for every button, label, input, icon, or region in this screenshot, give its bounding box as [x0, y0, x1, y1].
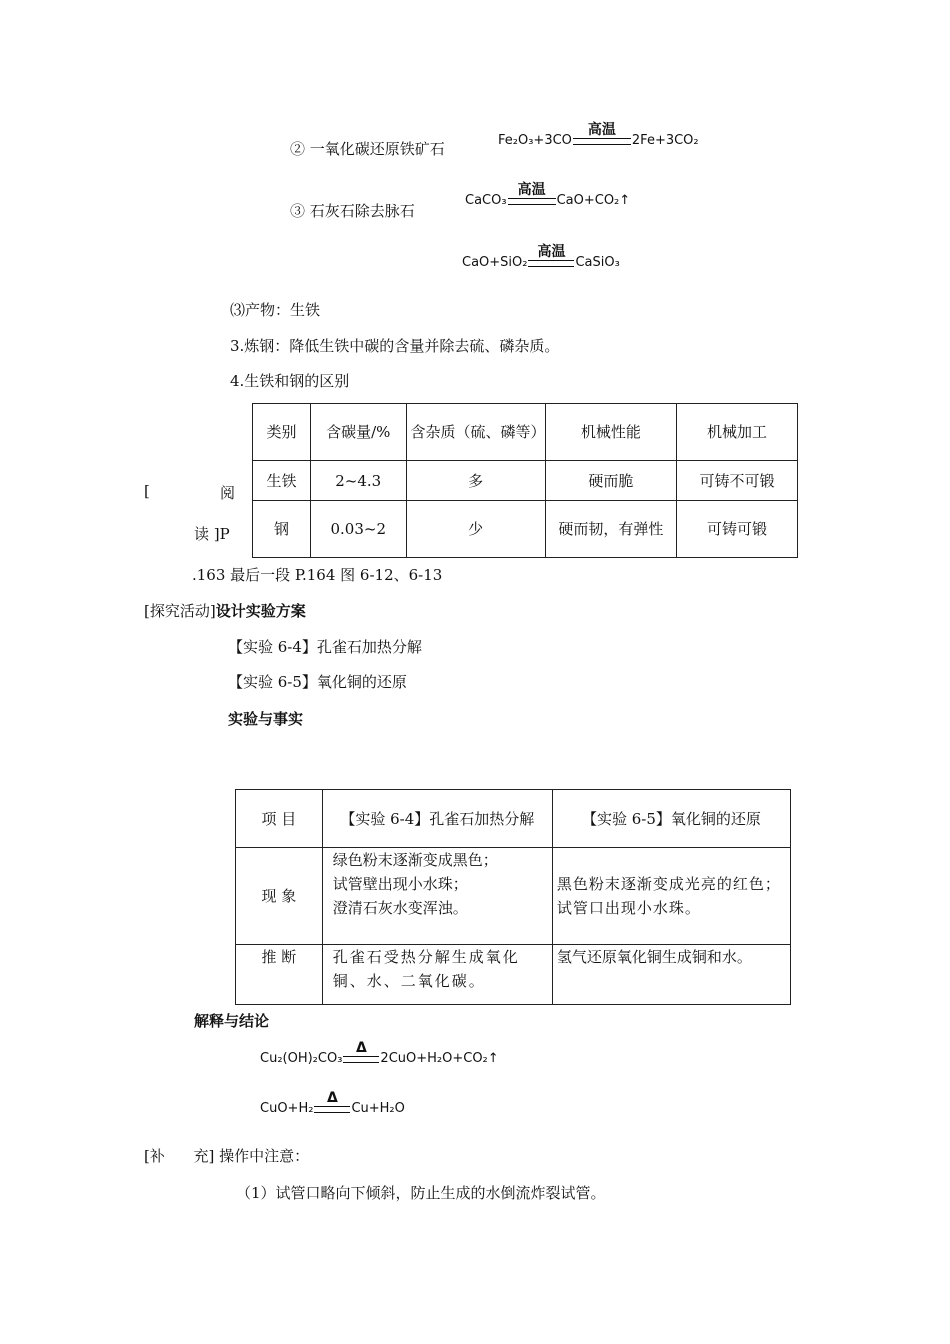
table-cell: 生铁: [253, 461, 311, 501]
equation-copper-oxide: [260, 1090, 405, 1116]
experiment-2: 【实验 6-5】氧化铜的还原: [228, 673, 407, 691]
supplement-label: [补 充] 操作中注意：: [144, 1147, 310, 1165]
table-header-cell: 【实验 6-4】孔雀石加热分解: [322, 790, 552, 848]
table-header-cell: 机械性能: [545, 404, 676, 461]
eq-condition: 高温: [517, 182, 546, 198]
eq-right: 2CuO+H₂O+CO₂↑: [380, 1051, 499, 1066]
table-row: [253, 501, 798, 558]
explore-prefix: [探究活动]: [144, 602, 216, 620]
table-header-cell: 含碳量/%: [310, 404, 406, 461]
product-line: ⑶产物：生铁: [230, 301, 321, 319]
reading-du: 读 ]P: [194, 525, 230, 543]
eq-co-label: ② 一氧化碳还原铁矿石: [290, 140, 445, 158]
equation-limestone-1: [465, 182, 630, 208]
table-cell: 现 象: [236, 848, 323, 945]
explore-heading: [144, 600, 306, 621]
table-header-cell: 类别: [253, 404, 311, 461]
table-cell: 推 断: [236, 945, 323, 1005]
eq-left: Fe₂O₃+3CO: [498, 133, 572, 148]
eq-right: Cu+H₂O: [351, 1101, 405, 1116]
eq-left: CaCO₃: [465, 193, 507, 208]
eq-right: CaSiO₃: [575, 255, 620, 270]
table-cell: 2~4.3: [310, 461, 406, 501]
table-cell: 可铸可锻: [676, 501, 797, 558]
table-row: [253, 461, 798, 501]
table-row: [236, 945, 791, 1005]
eq-left: Cu₂(OH)₂CO₃: [260, 1051, 343, 1066]
eq-condition: Δ: [327, 1090, 338, 1106]
explore-title: 设计实验方案: [215, 602, 306, 620]
table-cell: 钢: [253, 501, 311, 558]
table-cell: 少: [406, 501, 545, 558]
eq-right: CaO+CO₂↑: [556, 193, 631, 208]
equation-co-reduction: [498, 122, 699, 148]
table-cell: 多: [406, 461, 545, 501]
eq-limestone-label: ③ 石灰石除去脉石: [290, 202, 415, 220]
reading-line: .163 最后一段 P.164 图 6-12、6-13: [192, 566, 443, 584]
table-header-row: [253, 404, 798, 461]
eq-condition: Δ: [356, 1040, 367, 1056]
eq-right: 2Fe+3CO₂: [631, 133, 699, 148]
table-header-row: [236, 790, 791, 848]
equation-limestone-2: [462, 244, 620, 270]
table-header-cell: 机械加工: [676, 404, 797, 461]
eq-left: CuO+H₂: [260, 1101, 314, 1116]
iron-steel-table: [252, 403, 798, 558]
table-cell: 孔雀石受热分解生成氧化铜、水、二氧化碳。: [322, 945, 552, 1005]
steel-line: 3.炼钢：降低生铁中碳的含量并除去硫、磷杂质。: [230, 337, 560, 355]
table-header-cell: 项 目: [236, 790, 323, 848]
table-cell: 硬而脆: [545, 461, 676, 501]
table-cell: [552, 848, 790, 945]
facts-title: 实验与事实: [228, 710, 304, 728]
table-header-cell: 含杂质（硫、磷等）: [406, 404, 545, 461]
table-header-cell: 【实验 6-5】氧化铜的还原: [552, 790, 790, 848]
reading-yue: 阅: [220, 484, 236, 502]
difference-title: 4.生铁和钢的区别: [230, 372, 350, 390]
table-cell: 可铸不可锻: [676, 461, 797, 501]
eq-condition: 高温: [537, 244, 566, 260]
conclusion-title: 解释与结论: [194, 1012, 270, 1030]
table-cell: 0.03~2: [310, 501, 406, 558]
eq-condition: 高温: [587, 122, 616, 138]
table-cell: 绿色粉末逐渐变成黑色； 试管壁出现小水珠； 澄清石灰水变浑浊。: [322, 848, 552, 945]
reading-bracket: [: [144, 482, 150, 500]
experiment-1: 【实验 6-4】孔雀石加热分解: [228, 638, 422, 656]
eq-left: CaO+SiO₂: [462, 255, 528, 270]
supplement-item-1: （1）试管口略向下倾斜，防止生成的水倒流炸裂试管。: [236, 1184, 606, 1202]
table-row: [236, 848, 791, 945]
cell-text: 黑色粉末逐渐变成光亮的红色； 试管口出现小水珠。: [556, 875, 781, 917]
experiment-table: [235, 789, 791, 1005]
table-cell: 氢气还原氧化铜生成铜和水。: [552, 945, 790, 1005]
table-cell: 硬而韧，有弹性: [545, 501, 676, 558]
equation-malachite: [260, 1040, 499, 1066]
